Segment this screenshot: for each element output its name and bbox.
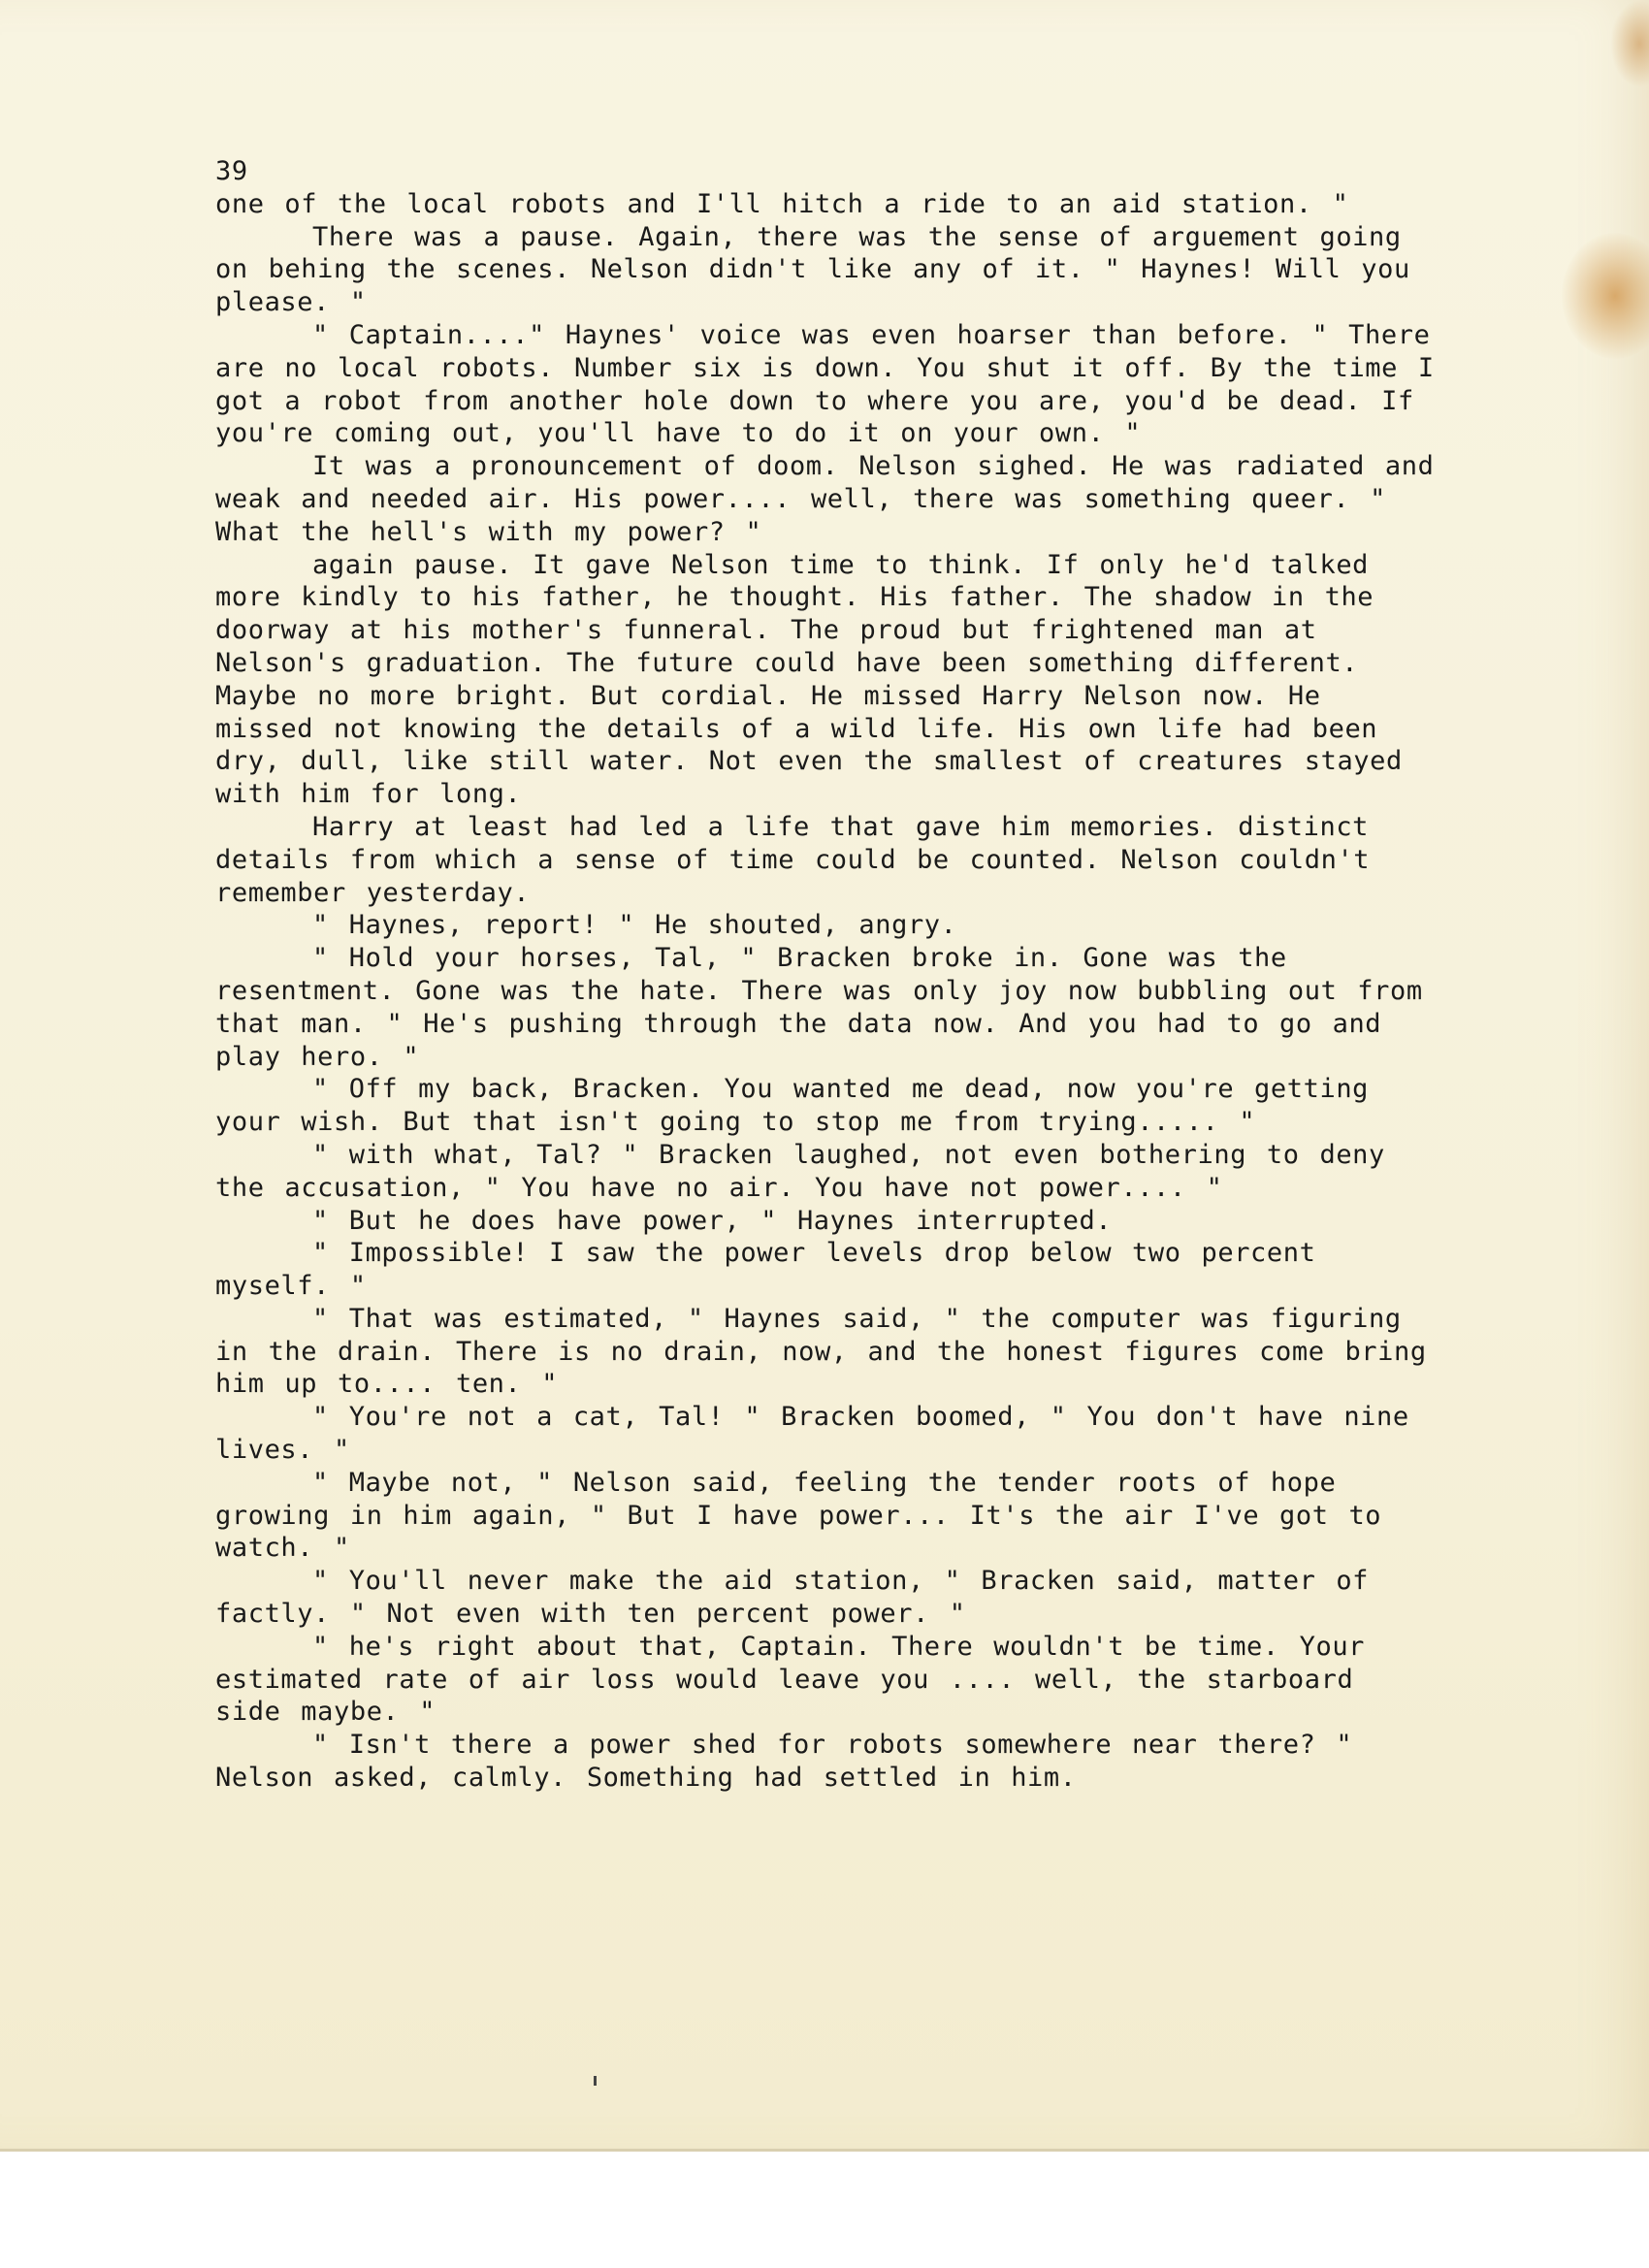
paragraph: It was a pronouncement of doom. Nelson sighed. He was radiated and weak and needed air. His power.... well, there was something queer. " What the hell's with my power? " (215, 451, 1435, 547)
paragraph: " Impossible! I saw the power levels drop below two percent myself. " (215, 1238, 1316, 1302)
paragraph: " Captain...." Haynes' voice was even hoarser than before. " There are no local robots. Number six is down. You shut it off. By the time I got a robot from another hole down to where you are, you'd be dead. If you're coming out, you'll have to do it on your own. " (215, 319, 1435, 449)
paragraph: " But he does have power, " Haynes interrupted. (312, 1205, 1113, 1236)
paragraph: " That was estimated, " Haynes said, " the computer was figuring in the drain. There is no drain, now, and the honest figures come bring him up to.... ten. " (215, 1303, 1427, 1400)
paragraph: " Maybe not, " Nelson said, feeling the tender roots of hope growing in him again, " But I have power... It's the air I've got to watch. " (215, 1467, 1382, 1564)
paragraph: " Haynes, report! " He shouted, angry. (312, 910, 957, 941)
water-stain-right (1562, 233, 1649, 359)
paragraph: " You'll never make the aid station, " Bracken said, matter of factly. " Not even with ten percent power. " (215, 1566, 1370, 1630)
paragraph: one of the local robots and I'll hitch a ride to an aid station. " (215, 188, 1349, 219)
typed-page (215, 155, 1438, 1795)
ink-mark (594, 2076, 597, 2086)
water-stain-top (1610, 0, 1649, 87)
paragraph: " Isn't there a power shed for robots somewhere near there? " Nelson asked, calmly. Something had settled in him. (215, 1730, 1353, 1794)
paragraph: " Off my back, Bracken. You wanted me dead, now you're getting your wish. But that isn't going to stop me from trying..... " (215, 1074, 1370, 1138)
paragraph: " You're not a cat, Tal! " Bracken boomed, " You don't have nine lives. " (215, 1402, 1409, 1466)
paragraph: again pause. It gave Nelson time to think. If only he'd talked more kindly to his father, he thought. His father. The shadow in the doorway at his mother's funneral. The proud but frightened man at Nelson's graduation. The future could have been something different. Maybe no more bright. But cordial. He missed Harry Nelson now. He missed not knowing the details of a wild life. His own life had been dry, dull, like still water. Not even the smallest of creatures stayed with him for long. (215, 549, 1403, 810)
paragraph: " Hold your horses, Tal, " Bracken broke in. Gone was the resentment. Gone was the hate. There was only joy now bubbling out from that man. " He's pushing through the data now. And you had to go and play hero. " (215, 943, 1423, 1072)
paragraph: " he's right about that, Captain. There wouldn't be time. Your estimated rate of air loss would leave you .... well, the starboard side maybe. " (215, 1631, 1366, 1728)
paragraph: " with what, Tal? " Bracken laughed, not even bothering to deny the accusation, " You have no air. You have not power.... " (215, 1139, 1385, 1203)
paragraph: There was a pause. Again, there was the sense of arguement going on behing the scenes. Nelson didn't like any of it. " Haynes! Will you please. " (215, 221, 1410, 318)
paragraph: Harry at least had led a life that gave him memories. distinct details from which a sense of time could be counted. Nelson couldn't remember yesterday. (215, 811, 1371, 908)
page-number: 39 (215, 156, 248, 186)
